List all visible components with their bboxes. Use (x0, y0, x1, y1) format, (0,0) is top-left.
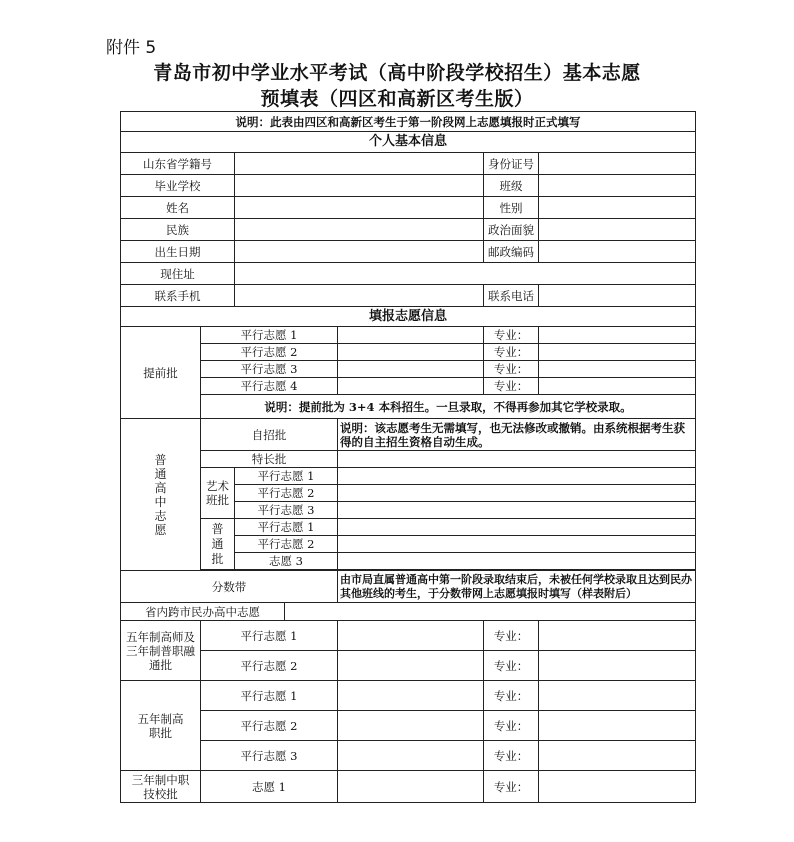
label-birthdate: 出生日期 (121, 241, 235, 263)
five-year-normal-choice-label: 平行志愿 2 (201, 651, 338, 681)
label-ethnicity: 民族 (121, 219, 235, 241)
label-postcode: 邮政编码 (484, 241, 539, 263)
three-year-label (121, 771, 201, 803)
five-year-normal-major-field[interactable] (539, 651, 696, 681)
five-year-normal-choice-label: 平行志愿 1 (201, 621, 338, 651)
field-gender[interactable] (539, 197, 696, 219)
early-major-label: 专业： (484, 378, 539, 395)
art-batch-text: 艺术班批 (206, 479, 229, 507)
five-year-vocational-choice-field[interactable] (338, 741, 484, 771)
early-choice-school[interactable] (338, 344, 484, 361)
label-mobile: 联系手机 (121, 285, 235, 307)
five-year-normal-major-label: 专业： (484, 651, 539, 681)
early-choice-label: 平行志愿 1 (201, 327, 338, 344)
early-major-label: 专业： (484, 361, 539, 378)
early-batch-note: 说明：提前批为 3+4 本科招生。一旦录取，不得再参加其它学校录取。 (201, 395, 696, 419)
early-major-label: 专业： (484, 327, 539, 344)
five-year-vocational-choice-label: 平行志愿 2 (201, 711, 338, 741)
field-id-card[interactable] (539, 153, 696, 175)
five-year-vocational-major-label: 专业： (484, 681, 539, 711)
early-major-field[interactable] (539, 378, 696, 395)
regular-choice-label: 平行志愿 2 (235, 536, 338, 553)
field-address[interactable] (235, 263, 696, 285)
early-major-field[interactable] (539, 361, 696, 378)
attachment-label: 附件 5 (106, 38, 157, 58)
specialty-label: 特长批 (201, 451, 338, 468)
five-year-normal-choice-field[interactable] (338, 621, 484, 651)
field-ethnicity[interactable] (235, 219, 484, 241)
art-batch-label (201, 468, 235, 519)
five-year-vocational-choice-label: 平行志愿 1 (201, 681, 338, 711)
label-name: 姓名 (121, 197, 235, 219)
fill-section-header: 填报志愿信息 (121, 307, 696, 327)
five-year-vocational-major-label: 专业： (484, 711, 539, 741)
five-year-normal-major-field[interactable] (539, 621, 696, 651)
early-choice-school[interactable] (338, 361, 484, 378)
form-title-line1: 青岛市初中学业水平考试（高中阶段学校招生）基本志愿 (153, 62, 641, 84)
five-year-vocational-text: 五年制高职批 (137, 711, 184, 740)
five-year-vocational-choice-field[interactable] (338, 681, 484, 711)
score-band-note: 由市局直属普通高中第一阶段录取结束后，未被任何学校录取且达到民办其他班线的考生，于分数带网上志愿填报时填写（样表附后） (338, 571, 696, 603)
cross-city-label: 省内跨市民办高中志愿 (121, 603, 285, 621)
five-year-normal-label: 五年制高师及三年制普职融通批 (121, 621, 201, 681)
personal-section-header: 个人基本信息 (121, 132, 696, 153)
early-major-label: 专业： (484, 344, 539, 361)
five-year-vocational-choice-label: 平行志愿 3 (201, 741, 338, 771)
score-band-label: 分数带 (121, 571, 338, 603)
general-highschool-text: 普通高中志愿 (154, 452, 167, 537)
art-choice-label: 平行志愿 1 (235, 468, 338, 485)
three-year-choice-label: 志愿 1 (201, 771, 338, 803)
three-year-choice-field[interactable] (338, 771, 484, 803)
five-year-vocational-major-label: 专业： (484, 741, 539, 771)
label-gender: 性别 (484, 197, 539, 219)
regular-batch-label (201, 519, 235, 570)
early-batch-label: 提前批 (121, 327, 201, 419)
early-choice-label: 平行志愿 2 (201, 344, 338, 361)
five-year-vocational-label (121, 681, 201, 771)
field-student-id[interactable] (235, 153, 484, 175)
field-class[interactable] (539, 175, 696, 197)
specialty-field[interactable] (338, 451, 696, 468)
field-political[interactable] (539, 219, 696, 241)
early-major-field[interactable] (539, 327, 696, 344)
art-choice-field[interactable] (338, 468, 696, 485)
label-school: 毕业学校 (121, 175, 235, 197)
three-year-major-field[interactable] (539, 771, 696, 803)
form-title-line2: 预填表（四区和高新区考生版） (260, 88, 534, 110)
art-choice-field[interactable] (338, 485, 696, 502)
art-choice-label: 平行志愿 3 (235, 502, 338, 519)
art-choice-label: 平行志愿 2 (235, 485, 338, 502)
label-student-id: 山东省学籍号 (121, 153, 235, 175)
cross-city-field[interactable] (285, 603, 696, 621)
art-choice-field[interactable] (338, 502, 696, 519)
field-school[interactable] (235, 175, 484, 197)
self-enroll-label: 自招批 (201, 419, 338, 451)
five-year-vocational-major-field[interactable] (539, 741, 696, 771)
five-year-normal-choice-field[interactable] (338, 651, 484, 681)
label-id-card: 身份证号 (484, 153, 539, 175)
label-political: 政治面貌 (484, 219, 539, 241)
self-enroll-note: 说明：该志愿考生无需填写，也无法修改或撤销。由系统根据考生获得的自主招生资格自动生成。 (338, 419, 696, 451)
regular-choice-label: 志愿 3 (235, 553, 338, 570)
regular-choice-field[interactable] (338, 536, 696, 553)
three-year-major-label: 专业： (484, 771, 539, 803)
regular-choice-field[interactable] (338, 553, 696, 570)
general-highschool-label (121, 419, 201, 571)
early-choice-label: 平行志愿 4 (201, 378, 338, 395)
five-year-vocational-major-field[interactable] (539, 681, 696, 711)
three-year-text: 三年制中职技校批 (131, 772, 190, 801)
label-phone: 联系电话 (484, 285, 539, 307)
regular-batch-text: 普通批 (211, 521, 224, 566)
early-choice-school[interactable] (338, 327, 484, 344)
field-mobile[interactable] (235, 285, 484, 307)
five-year-normal-major-label: 专业： (484, 621, 539, 651)
early-choice-label: 平行志愿 3 (201, 361, 338, 378)
early-choice-school[interactable] (338, 378, 484, 395)
application-form-table (120, 111, 696, 803)
field-postcode[interactable] (539, 241, 696, 263)
top-note: 说明：此表由四区和高新区考生于第一阶段网上志愿填报时正式填写 (121, 112, 696, 132)
regular-choice-field[interactable] (338, 519, 696, 536)
five-year-vocational-choice-field[interactable] (338, 711, 484, 741)
label-class: 班级 (484, 175, 539, 197)
field-name[interactable] (235, 197, 484, 219)
regular-choice-label: 平行志愿 1 (235, 519, 338, 536)
field-birthdate[interactable] (235, 241, 484, 263)
early-major-field[interactable] (539, 344, 696, 361)
field-phone[interactable] (539, 285, 696, 307)
label-address: 现住址 (121, 263, 235, 285)
five-year-vocational-major-field[interactable] (539, 711, 696, 741)
